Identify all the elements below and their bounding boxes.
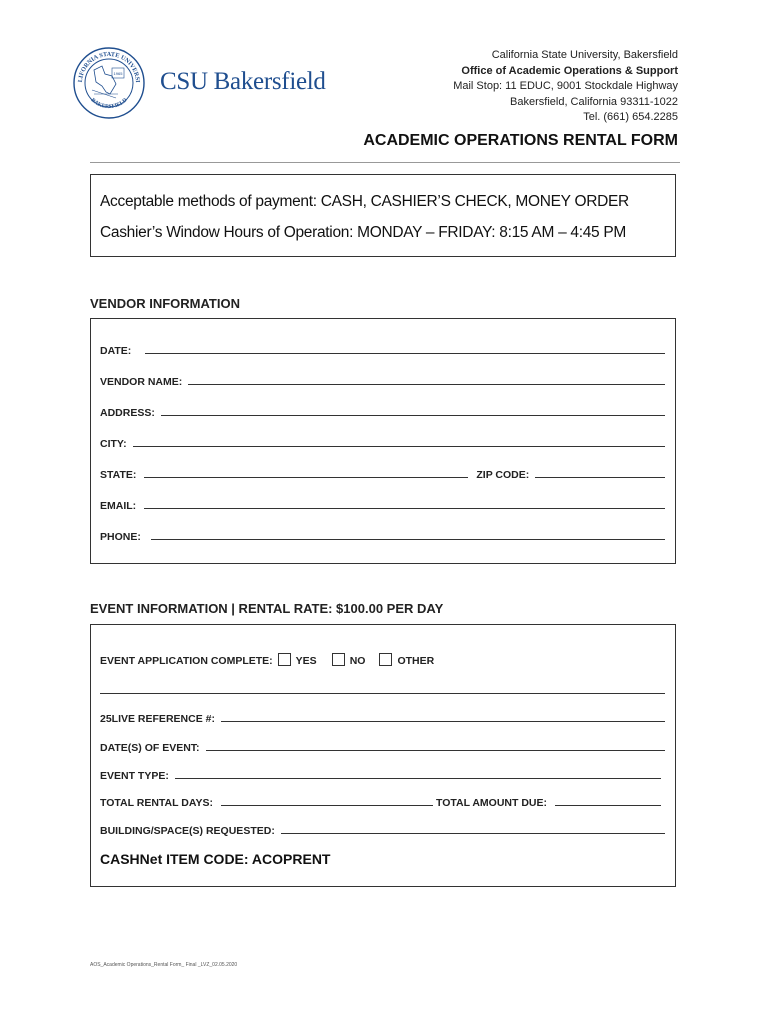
state-line[interactable] (144, 476, 468, 478)
date-field[interactable] (100, 341, 665, 357)
building-line[interactable] (281, 832, 665, 834)
building-field[interactable] (100, 821, 665, 837)
event-type-label: EVENT TYPE: (100, 770, 169, 782)
email-line[interactable] (144, 507, 665, 509)
yes-checkbox[interactable] (278, 653, 291, 666)
seal-ring-text: LIFORNIA STATE UNIVERSI (76, 50, 142, 83)
reference-field[interactable] (100, 709, 665, 725)
form-title: ACADEMIC OPERATIONS RENTAL FORM (363, 132, 678, 149)
application-complete-label: EVENT APPLICATION COMPLETE: (100, 655, 273, 667)
event-dates-line[interactable] (206, 749, 665, 751)
vendor-info-box (90, 318, 676, 564)
address-line-university: California State University, Bakersfield (491, 49, 678, 61)
city-label: CITY: (100, 438, 127, 450)
event-type-field[interactable] (100, 766, 665, 782)
other-label: OTHER (397, 655, 435, 667)
email-field[interactable] (100, 496, 665, 512)
phone-label: PHONE: (100, 531, 141, 543)
state-label: STATE: (100, 469, 137, 481)
vendor-name-label: VENDOR NAME: (100, 376, 183, 388)
vendor-name-field[interactable] (100, 372, 665, 388)
address-line-office: Office of Academic Operations & Support (461, 64, 678, 77)
other-specify-line[interactable] (100, 692, 665, 694)
event-info-box (90, 624, 676, 887)
state-zip-field[interactable] (100, 465, 665, 481)
address-label: ADDRESS: (100, 407, 155, 419)
zip-label: ZIP CODE: (476, 469, 530, 481)
event-section-heading: EVENT INFORMATION | RENTAL RATE: $100.00 PER DAY (90, 601, 444, 616)
payment-methods: Acceptable methods of payment: CASH, CASHIER’S CHECK, MONEY ORDER (100, 193, 629, 210)
event-dates-label: DATE(S) OF EVENT: (100, 742, 200, 754)
address-line[interactable] (161, 414, 665, 416)
date-line[interactable] (145, 352, 665, 354)
reference-line[interactable] (221, 720, 665, 722)
total-amount-line[interactable] (555, 804, 661, 806)
cashnet-item-code: CASHNet ITEM CODE: ACOPRENT (100, 851, 331, 867)
address-field[interactable] (100, 403, 665, 419)
no-label: NO (349, 655, 366, 667)
total-days-label: TOTAL RENTAL DAYS: (100, 797, 213, 809)
city-line[interactable] (133, 445, 665, 447)
svg-text:CALIFORNIA STATE UNIVERSITY (72, 46, 141, 83)
total-amount-label: TOTAL AMOUNT DUE: (435, 797, 548, 809)
building-label: BUILDING/SPACE(S) REQUESTED: (100, 825, 275, 837)
address-line-city: Bakersfield, California 93311-1022 (510, 95, 678, 108)
phone-line[interactable] (151, 538, 665, 540)
brand-name: CSU Bakersfield (160, 68, 326, 95)
yes-label: YES (295, 655, 317, 667)
seal-year: 1965 (113, 71, 123, 76)
cashier-hours: Cashier’s Window Hours of Operation: MONDAY – FRIDAY: 8:15 AM – 4:45 PM (100, 224, 627, 241)
vendor-name-line[interactable] (188, 383, 665, 385)
event-dates-field[interactable] (100, 738, 665, 754)
other-checkbox[interactable] (379, 653, 392, 666)
no-checkbox[interactable] (332, 653, 345, 666)
totals-field[interactable] (100, 793, 665, 809)
total-days-line[interactable] (221, 804, 433, 806)
office-address (453, 48, 678, 126)
address-line-mailstop: Mail Stop: 11 EDUC, 9001 Stockdale Highway (453, 80, 678, 92)
csub-seal-logo (72, 46, 146, 120)
payment-info-box (90, 174, 676, 257)
application-complete-row (100, 651, 665, 667)
zip-line[interactable] (535, 476, 665, 478)
footer-document-id: AOS_Academic Operations_Rental Form_ Final _LVZ_02.05.2020 (90, 962, 238, 968)
other-specify-field[interactable] (100, 681, 665, 697)
header-divider (90, 162, 680, 163)
phone-field[interactable] (100, 527, 665, 543)
vendor-section-heading: VENDOR INFORMATION (90, 296, 240, 311)
svg-text:BAKERSFIELD (90, 97, 129, 110)
city-field[interactable] (100, 434, 665, 450)
event-type-line[interactable] (175, 777, 661, 779)
reference-label: 25LIVE REFERENCE #: (100, 713, 215, 725)
seal-bottom-text: BAKERSFIELD (89, 97, 129, 111)
email-label: EMAIL: (100, 500, 137, 512)
date-label: DATE: (100, 345, 132, 357)
address-line-phone: Tel. (661) 654.2285 (583, 111, 678, 123)
